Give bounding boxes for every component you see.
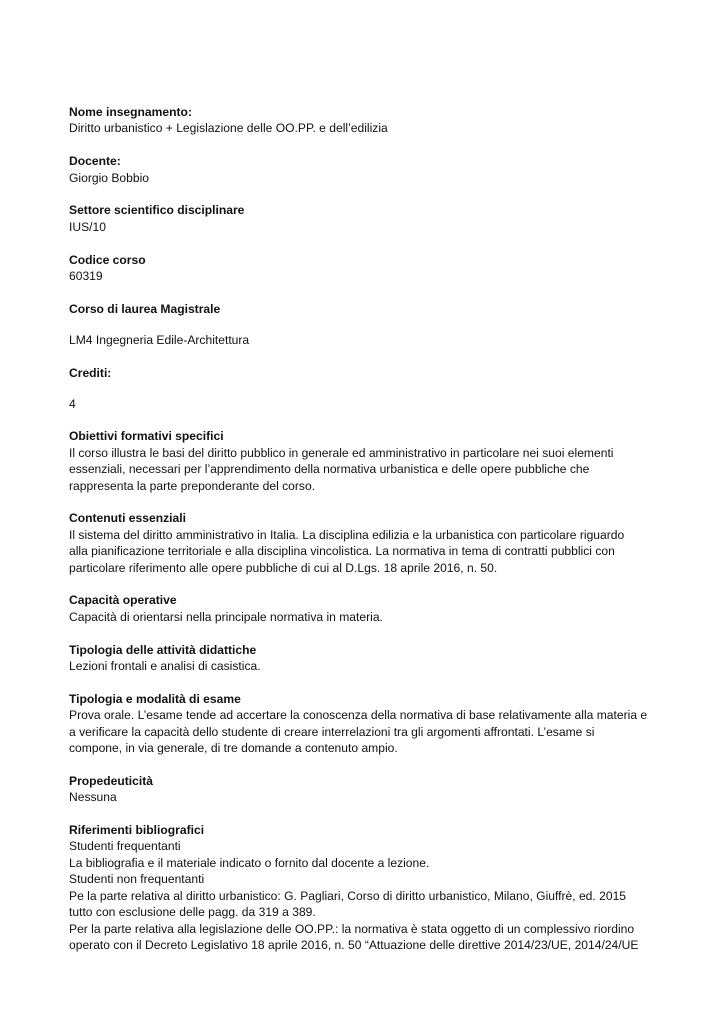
section-text-line: Il sistema del diritto amministrativo in Italia. La disciplina edilizia e la urbanistica con particolare riguardo bbox=[69, 527, 625, 542]
section-text-line: rappresenta la parte preponderante del corso. bbox=[69, 478, 316, 493]
section-label: Riferimenti bibliografici bbox=[69, 823, 205, 838]
section-label: Codice corso bbox=[69, 252, 146, 267]
section-text-line: Il corso illustra le basi del diritto pubblico in generale ed amministrativo in particolare nei suoi elementi bbox=[69, 445, 614, 460]
document-page bbox=[69, 104, 669, 970]
section-value: LM4 Ingegneria Edile-Architettura bbox=[69, 332, 250, 347]
section-label: Tipologia e modalità di esame bbox=[69, 691, 241, 706]
section-label: Obiettivi formativi specifici bbox=[69, 429, 224, 444]
section-teacher bbox=[69, 153, 669, 186]
section-scientific-sector bbox=[69, 202, 669, 235]
section-text-line: Nessuna bbox=[69, 790, 117, 805]
section-course-code bbox=[69, 252, 669, 285]
section-operational-skills bbox=[69, 592, 669, 625]
section-label: Tipologia delle attività didattiche bbox=[69, 642, 257, 657]
section-teaching-activities bbox=[69, 642, 669, 675]
section-text-line: a verificare la capacità dello studente di creare interrelazioni tra gli argomenti affrontati. L’esame si bbox=[69, 724, 595, 739]
section-course-name bbox=[69, 104, 669, 137]
section-text-line: Lezioni frontali e analisi di casistica. bbox=[69, 659, 261, 674]
section-text-line: particolare riferimento alle opere pubbliche di cui al D.Lgs. 18 aprile 2016, n. 50. bbox=[69, 560, 498, 575]
section-degree-course bbox=[69, 301, 669, 348]
section-label: Corso di laurea Magistrale bbox=[69, 301, 221, 316]
section-text-line: Per la parte relativa alla legislazione delle OO.PP.: la normativa è stata oggetto di un complessivo riordino bbox=[69, 921, 635, 936]
section-value: IUS/10 bbox=[69, 219, 106, 234]
section-label: Docente: bbox=[69, 154, 121, 169]
section-prerequisites bbox=[69, 773, 669, 806]
section-label: Propedeuticità bbox=[69, 773, 154, 788]
section-text-line: Pe la parte relativa al diritto urbanistico: G. Pagliari, Corso di diritto urbanistico, Milano, Giuffrè, ed. 2015 bbox=[69, 888, 627, 903]
section-label: Settore scientifico disciplinare bbox=[69, 203, 245, 218]
section-text-line: tutto con esclusione delle pagg. da 319 a 389. bbox=[69, 905, 316, 920]
section-credits bbox=[69, 365, 669, 412]
section-text-line: compone, in via generale, di tre domande a contenuto ampio. bbox=[69, 741, 398, 756]
section-learning-objectives bbox=[69, 428, 669, 494]
section-text-line: Studenti non frequentanti bbox=[69, 872, 205, 887]
section-value: Giorgio Bobbio bbox=[69, 170, 150, 185]
section-label: Nome insegnamento: bbox=[69, 105, 192, 119]
section-value: 60319 bbox=[69, 269, 103, 284]
section-label: Contenuti essenziali bbox=[69, 511, 186, 526]
section-value: Diritto urbanistico + Legislazione delle OO.PP. e dell’edilizia bbox=[69, 121, 388, 136]
section-essential-contents bbox=[69, 510, 669, 576]
section-text-line: Capacità di orientarsi nella principale normativa in materia. bbox=[69, 609, 383, 624]
section-exam-type bbox=[69, 691, 669, 757]
section-text-line: operato con il Decreto Legislativo 18 aprile 2016, n. 50 “Attuazione delle direttive 2014/23/UE, 2014/24/UE bbox=[69, 937, 639, 952]
section-value: 4 bbox=[69, 396, 76, 411]
section-text-line: Prova orale. L’esame tende ad accertare la conoscenza della normativa di base relativamente alla materia e bbox=[69, 708, 648, 723]
section-text-line: essenziali, necessari per l’apprendimento della normativa urbanistica e delle opere pubbliche che bbox=[69, 462, 590, 477]
section-text-line: Studenti frequentanti bbox=[69, 839, 181, 854]
section-label: Capacità operative bbox=[69, 593, 177, 608]
section-bibliography bbox=[69, 822, 669, 953]
section-text-line: La bibliografia e il materiale indicato o fornito dal docente a lezione. bbox=[69, 855, 430, 870]
section-text-line: alla pianificazione territoriale e alla disciplina vincolistica. La normativa in tema di contratti pubblici con bbox=[69, 544, 615, 559]
section-label: Crediti: bbox=[69, 365, 112, 380]
